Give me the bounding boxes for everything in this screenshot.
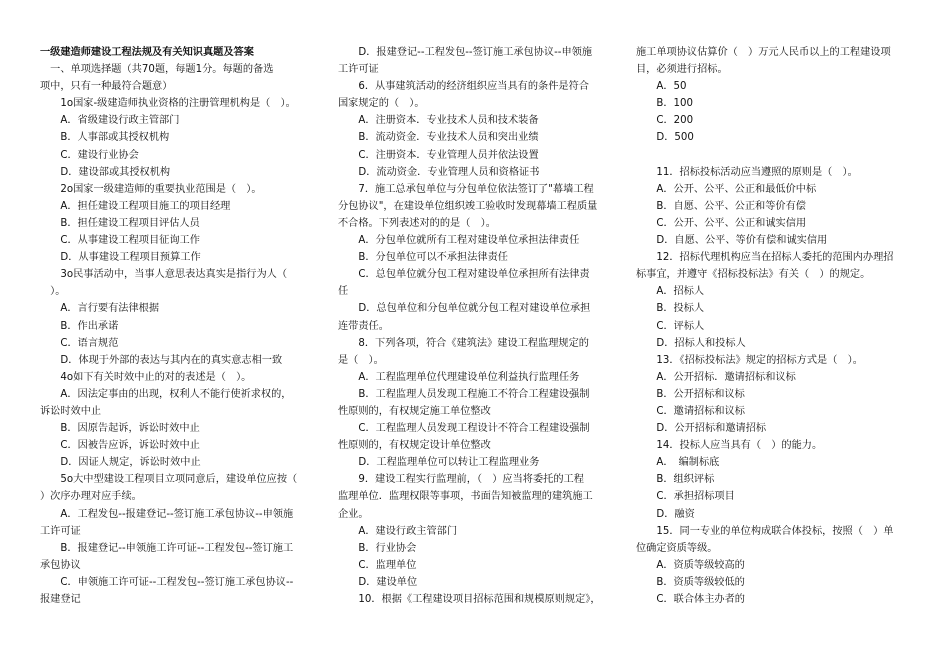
text-line: 4o如下有关时效中止的对的表述是（ ）。 <box>40 371 252 383</box>
text-line <box>636 147 918 164</box>
text-line: 企业。 <box>338 508 369 520</box>
text-line: 15．同一专业的单位构成联合体投标，按照（ ）单 <box>636 525 894 537</box>
text-line: 10．根据《工程建设项目招标范围和规模原则规定》， <box>338 594 601 605</box>
text-line: D．500 <box>636 132 694 144</box>
column-left <box>40 44 322 608</box>
text-line: 12．招标代理机构应当在招标人委托的范围内办理招 <box>636 252 894 264</box>
text-line: C．注册资本．专业管理人员并依法设置 <box>338 149 539 161</box>
text-line: B．组织评标 <box>636 474 715 486</box>
text-line: 11．招标投标活动应当遵照的原则是（ ）。 <box>636 166 858 178</box>
text-line: A．建设行政主管部门 <box>338 525 458 537</box>
text-line: B．100 <box>636 98 693 110</box>
text-line: D．融资 <box>636 508 695 520</box>
text-line: B．担任建设工程项目评估人员 <box>40 217 200 229</box>
text-line: D．公开招标和邀请招标 <box>636 423 767 435</box>
text-line: 性原则的，有权规定施工单位整改 <box>338 405 491 417</box>
text-line: C．评标人 <box>636 320 705 332</box>
text-line: D．报建登记--工程发包--签订施工承包协议--申领施 <box>338 47 593 58</box>
text-line: A．50 <box>636 81 687 93</box>
text-line: D．建设部或其授权机构 <box>40 166 171 178</box>
text-line: B．作出承诺 <box>40 320 119 332</box>
text-line: D．因证人规定，诉讼时效中止 <box>40 457 201 469</box>
text-line: C．建设行业协会 <box>40 149 139 161</box>
text-line: C．总包单位就分包工程对建设单位承担所有法律责 <box>338 269 590 281</box>
column-right <box>636 44 918 608</box>
text-line: 工许可证 <box>40 525 81 537</box>
text-line: 项中，只有一种最符合题意） <box>40 81 173 93</box>
text-line: 目，必须进行招标。 <box>636 64 728 76</box>
text-line: 工许可证 <box>338 64 379 76</box>
text-line: C．申领施工许可证--工程发包--签订施工承包协议-- <box>40 576 294 588</box>
text-line: C．联合体主办者的 <box>636 594 745 605</box>
text-line: B．投标人 <box>636 303 705 315</box>
text-line: B．人事部或其授权机构 <box>40 132 170 144</box>
text-line: 1o国家-级建造师执业资格的注册管理机构是（ ）。 <box>40 98 296 110</box>
text-line: D．流动资金．专业管理人员和资格证书 <box>338 166 540 178</box>
text-line: C．200 <box>636 115 694 127</box>
text-line: A．资质等级较高的 <box>636 559 745 571</box>
text-line: B．报建登记--申领施工许可证--工程发包--签订施工 <box>40 542 294 554</box>
text-line: ）次序办理对应手续。 <box>40 491 142 503</box>
text-line: C．监理单位 <box>338 559 417 571</box>
text-line: C．语言规范 <box>40 337 119 349</box>
text-line: A．分包单位就所有工程对建设单位承担法律责任 <box>338 235 580 247</box>
text-line: 8．下列各项，符合《建筑法》建设工程监理规定的 <box>338 337 589 349</box>
text-line: C．从事建设工程项目征询工作 <box>40 235 200 247</box>
text-line: B．分包单位可以不承担法律责任 <box>338 252 508 264</box>
text-line: 2o国家一级建造师的重要执业范围是（ ）。 <box>40 183 262 195</box>
text-line: A．注册资本．专业技术人员和技术装备 <box>338 115 539 127</box>
text-line: D．体现于外部的表达与其内在的真实意志相一致 <box>40 354 283 366</box>
text-line: 14．投标人应当具有（ ）的能力。 <box>636 440 823 452</box>
text-line: 一、单项选择题（共70题，每题1分。每题的备选 <box>40 64 274 76</box>
text-line: 是（ ）。 <box>338 354 384 366</box>
text-line: C．工程监理人员发现工程设计不符合工程建设强制 <box>338 423 590 435</box>
text-line: A．担任建设工程项目施工的项目经理 <box>40 200 231 212</box>
text-line: ）。 <box>40 286 66 298</box>
text-line: 分包协议"，在建设单位组织竣工验收时发现幕墙工程质量 <box>338 200 598 212</box>
text-line: C．公开、公平、公正和诚实信用 <box>636 217 807 229</box>
text-line: D．工程监理单位可以转让工程监理业务 <box>338 457 540 469</box>
text-line: 报建登记 <box>40 594 81 605</box>
text-line: A．言行要有法律根据 <box>40 303 160 315</box>
text-line: A． 编制标底 <box>636 457 720 469</box>
text-line: B．自愿、公平、公正和等价有偿 <box>636 200 806 212</box>
document-title: 一级建造师建设工程法规及有关知识真题及答案 <box>40 47 254 58</box>
text-line: 3o民事活动中，当事人意思表达真实是指行为人（ <box>40 269 288 281</box>
text-line: 国家规定的（ ）。 <box>338 98 425 110</box>
text-line: A．招标人 <box>636 286 705 298</box>
text-line: A．工程发包--报建登记--签订施工承包协议--申领施 <box>40 508 294 520</box>
text-line: D．建设单位 <box>338 576 418 588</box>
text-line: 9．建设工程实行监理前，（ ）应当将委托的工程 <box>338 474 584 486</box>
text-line: 5o大中型建设工程项目立项同意后，建设单位应按（ <box>40 474 298 486</box>
text-line: B．行业协会 <box>338 542 417 554</box>
text-line: A．省级建设行政主管部门 <box>40 115 180 127</box>
text-line: D．自愿、公平、等价有偿和诚实信用 <box>636 235 828 247</box>
text-line: A．因法定事由的出现，权利人不能行使祈求权的， <box>40 388 292 400</box>
text-line: 承包协议 <box>40 559 81 571</box>
text-line: 标事宜，并遵守《招标投标法》有关（ ）的规定。 <box>636 269 871 281</box>
text-line: A．工程监理单位代理建设单位利益执行监理任务 <box>338 371 580 383</box>
column-middle <box>338 44 620 608</box>
text-line: 监理单位．监理权限等事项，书面告知被监理的建筑施工 <box>338 491 593 503</box>
text-line: B．公开招标和议标 <box>636 388 745 400</box>
text-line: B．因原告起诉，诉讼时效中止 <box>40 423 200 435</box>
text-line: C．承担招标项目 <box>636 491 735 503</box>
text-line: D．招标人和投标人 <box>636 337 746 349</box>
text-line: 位确定资质等级。 <box>636 542 718 554</box>
text-line: A．公开招标．邀请招标和议标 <box>636 371 796 383</box>
text-line: 连带责任。 <box>338 320 389 332</box>
text-line: B．资质等级较低的 <box>636 576 745 588</box>
text-line: 施工单项协议估算价（ ）万元人民币以上的工程建设项 <box>636 47 891 58</box>
text-line: 不合格。下列表述对的的是（ ）。 <box>338 217 496 229</box>
text-line: 性原则的，有权规定设计单位整改 <box>338 440 491 452</box>
text-line: 任 <box>338 286 349 298</box>
text-line: A．公开、公平、公正和最低价中标 <box>636 183 817 195</box>
text-line: 7．施工总承包单位与分包单位依法签订了"幕墙工程 <box>338 183 594 195</box>
text-line: 诉讼时效中止 <box>40 405 102 417</box>
text-line: D．总包单位和分包单位就分包工程对建设单位承担 <box>338 303 591 315</box>
text-line: D．从事建设工程项目预算工作 <box>40 252 201 264</box>
text-line: 6．从事建筑活动的经济组织应当具有的条件是符合 <box>338 81 589 93</box>
text-line: B．流动资金．专业技术人员和突出业绩 <box>338 132 539 144</box>
text-line: B．工程监理人员发现工程施工不符合工程建设强制 <box>338 388 590 400</box>
text-line: 13．《招标投标法》规定的招标方式是（ ）。 <box>636 354 863 366</box>
text-line: C．邀请招标和议标 <box>636 405 745 417</box>
text-line: C．因被告应诉，诉讼时效中止 <box>40 440 200 452</box>
